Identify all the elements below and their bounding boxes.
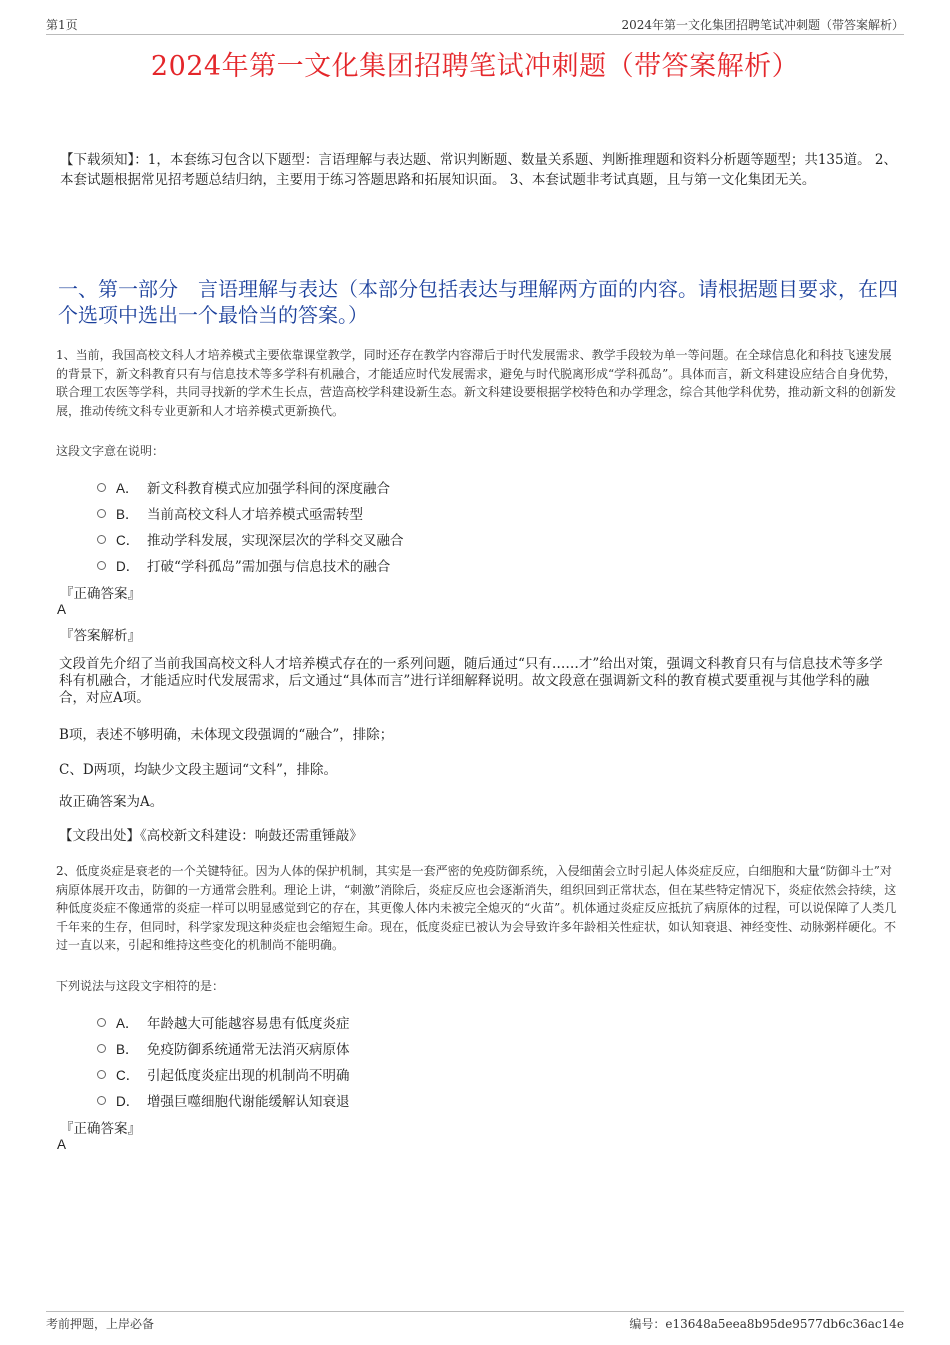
radio-icon[interactable] <box>97 561 106 570</box>
page-number: 第1页 <box>46 18 78 32</box>
question-1-option-d[interactable]: D． 打破“学科孤岛”需加强与信息技术的融合 <box>97 555 390 575</box>
question-1-analysis-label: 『答案解析』 <box>60 628 141 644</box>
radio-icon[interactable] <box>97 509 106 518</box>
question-1-answer: A <box>57 602 67 617</box>
question-1-option-c[interactable]: C． 推动学科发展，实现深层次的学科交叉融合 <box>97 529 404 549</box>
radio-icon[interactable] <box>97 1096 106 1105</box>
radio-icon[interactable] <box>97 1070 106 1079</box>
radio-icon[interactable] <box>97 1018 106 1027</box>
download-notice: 【下载须知】：1，本套练习包含以下题型：言语理解与表达题、常识判断题、数量关系题、判断推理题和资料分析题等题型；共135道。 2、本套试题根据常见招考题总结归纳，主要用于练习答题思路和拓展知识面。 3、本套试题非考试真题，且与第一文化集团无关。 <box>60 152 897 188</box>
question-2-option-c[interactable]: C． 引起低度炎症出现的机制尚不明确 <box>97 1064 350 1084</box>
footer-slogan: 考前押题，上岸必备 <box>46 1317 155 1331</box>
question-2-passage: 2、低度炎症是衰老的一个关键特征。因为人体的保护机制，其实是一套严密的免疫防御系统，入侵细菌会立时引起人体炎症反应，白细胞和大量“防御斗士”对病原体展开攻击，防御的一方通常会胜利。理论上讲，“刺激”消除后，炎症反应也会逐渐消失，组织回到正常状态，但在某些特定情况下，炎症依然会持续，这种低度炎症不像通常的炎症一样可以明显感觉到它的存在，其更像人体内未被完全熄灭的“火苗”。机体通过炎症反应抵抗了病原体的过程，可以说保障了人类几千年来的生存，但同时，科学家发现这种炎症也会缩短生命。现在，低度炎症已被认为会导致许多年龄相关性症状，如认知衰退、神经变性、动脉粥样硬化。不过一直以来，引起和维持这些变化的机制尚不能明确。 <box>56 864 897 952</box>
question-2-answer: A <box>57 1137 67 1152</box>
question-1-option-b[interactable]: B． 当前高校文科人才培养模式亟需转型 <box>97 503 363 523</box>
question-1-option-a[interactable]: A． 新文科教育模式应加强学科间的深度融合 <box>97 477 390 497</box>
radio-icon[interactable] <box>97 483 106 492</box>
question-1-answer-label: 『正确答案』 <box>60 586 141 602</box>
question-1-analysis-paragraph: 故正确答案为A。 <box>59 794 164 810</box>
question-2-option-d[interactable]: D． 增强巨噬细胞代谢能缓解认知衰退 <box>97 1090 350 1110</box>
page-footer <box>46 1311 904 1332</box>
question-1-passage: 1、当前，我国高校文科人才培养模式主要依靠课堂教学，同时还存在教学内容滞后于时代发展需求、教学手段较为单一等问题。在全球信息化和科技飞速发展的背景下，新文科教育只有与信息技术等多学科有机融合，才能适应时代发展需求，避免与时代脱离形成“学科孤岛”。具体而言，新文科建设应结合自身优势，联合理工农医等学科，共同寻找新的学术生长点，营造高校学科建设新生态。新文科建设要根据学校特色和办学理念，综合其他学科优势，推动新文科的创新发展，推动传统文科专业更新和人才培养模式更新换代。 <box>56 348 897 418</box>
radio-icon[interactable] <box>97 535 106 544</box>
page-header <box>46 14 904 35</box>
radio-icon[interactable] <box>97 1044 106 1053</box>
question-1-analysis-paragraph: 文段首先介绍了当前我国高校文科人才培养模式存在的一系列问题，随后通过“只有……才”给出对策，强调文科教育只有与信息技术等多学科有机融合，才能适应时代发展需求，后文通过“具体而言”进行详细解释说明。故文段意在强调新文科的教育模式要重视与其他学科的融合，对应A项。 <box>59 656 883 706</box>
question-2-option-b[interactable]: B． 免疫防御系统通常无法消灭病原体 <box>97 1038 350 1058</box>
section-title: 一、第一部分 言语理解与表达（本部分包括表达与理解两方面的内容。请根据题目要求，在四个选项中选出一个最恰当的答案。） <box>58 277 898 327</box>
question-1-analysis-paragraph: C、D两项，均缺少文段主题词“文科”，排除。 <box>59 762 337 778</box>
page-title: 2024年第一文化集团招聘笔试冲刺题（带答案解析） <box>150 51 800 82</box>
question-2-option-a[interactable]: A． 年龄越大可能越容易患有低度炎症 <box>97 1012 350 1032</box>
question-1-source: 【文段出处】《高校新文科建设：响鼓还需重锤敲》 <box>59 828 363 844</box>
header-doc-title: 2024年第一文化集团招聘笔试冲刺题（带答案解析） <box>621 18 904 32</box>
question-2-prompt: 下列说法与这段文字相符的是： <box>56 979 225 993</box>
question-2-answer-label: 『正确答案』 <box>60 1121 141 1137</box>
question-1-analysis-paragraph: B项，表述不够明确，未体现文段强调的“融合”，排除； <box>59 727 394 743</box>
question-1-prompt: 这段文字意在说明： <box>56 444 165 458</box>
footer-code: 编号：e13648a5eea8b95de9577db6c36ac14e <box>629 1317 904 1331</box>
